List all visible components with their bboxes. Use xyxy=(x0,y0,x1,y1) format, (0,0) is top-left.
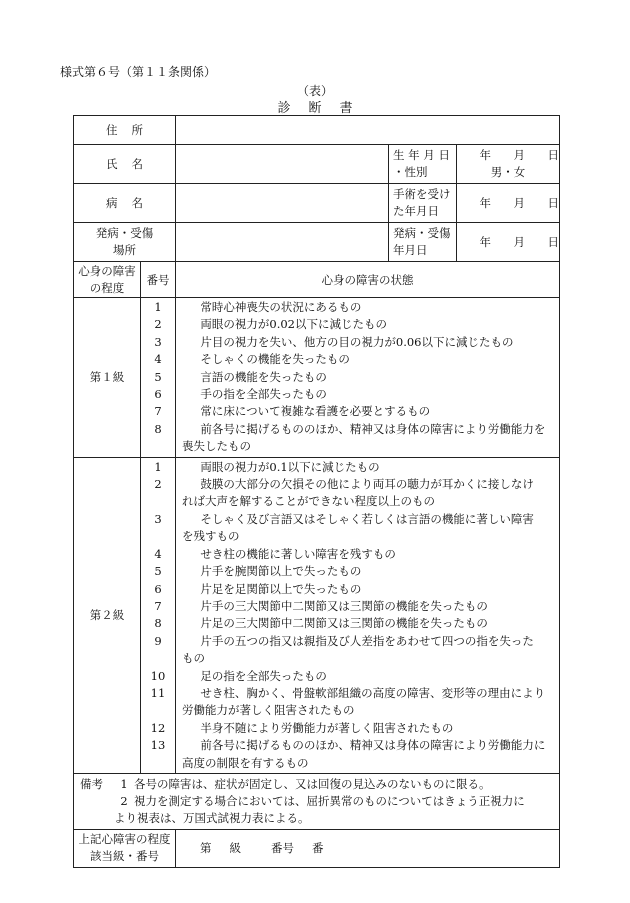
remarks-row xyxy=(74,773,560,829)
onset-year: 年 xyxy=(479,235,491,249)
item-text: せき柱の機能に著しい障害を残すもの xyxy=(200,546,396,561)
item-number: 8 xyxy=(154,421,162,436)
grade-2-numbers xyxy=(141,457,176,773)
item-text-continued: 労働能力が著しく阻害されたもの xyxy=(182,703,355,718)
item-number: 10 xyxy=(150,668,166,683)
item-number: 11 xyxy=(150,685,166,700)
surgery-label-line-1: 手術を受け xyxy=(393,187,451,201)
item-number: 3 xyxy=(154,334,162,349)
number-header: 番号 xyxy=(141,262,176,298)
item-number: 13 xyxy=(150,738,166,753)
onset-day: 日 xyxy=(547,235,559,249)
disability-header-row xyxy=(74,262,560,298)
address-field[interactable] xyxy=(176,116,560,145)
item-number: 5 xyxy=(154,369,162,384)
medical-certificate-table xyxy=(73,115,560,868)
onset-date-label-line-1: 発病・受傷 xyxy=(393,226,451,240)
dob-month: 月 xyxy=(513,148,525,162)
onset-place-label-line-1: 発病・受傷 xyxy=(95,226,154,240)
surgery-year: 年 xyxy=(479,196,491,210)
item-text: 常に床について複雑な看護を必要とするもの xyxy=(200,404,431,419)
degree-header-line-2: の程度 xyxy=(89,280,125,295)
address-row xyxy=(74,116,560,145)
disease-label: 病名 xyxy=(74,184,176,223)
remark-text: 視力を測定する場合においては、屈折異常のものについてはきょう正視力に xyxy=(134,793,525,808)
item-text: 片目の視力を失い、他方の目の視力が0.06以下に減じたもの xyxy=(200,334,514,349)
grade-suffix: 級 xyxy=(229,841,241,856)
remarks-heading: 備考 xyxy=(80,776,103,791)
item-number: 12 xyxy=(150,720,166,735)
onset-date-label xyxy=(389,223,457,262)
applicable-grade-label-line-1: 上記心障害の程度 xyxy=(78,832,171,847)
item-number: 6 xyxy=(154,581,162,596)
surgery-label-line-2: た年月日 xyxy=(393,204,439,218)
item-text-continued: れば大声を解することができない程度以上のもの xyxy=(182,494,435,509)
form-identifier: 様式第６号（第１１条関係） xyxy=(60,65,217,79)
onset-place-label xyxy=(74,223,176,262)
applicable-grade-label-line-2: 該当級・番号 xyxy=(90,849,159,864)
item-number: 2 xyxy=(154,317,162,332)
item-text-continued: 喪失したもの xyxy=(182,439,251,454)
dob-sex-label-line-1: 生 年 月 日 xyxy=(393,148,450,162)
item-text: 手の指を全部失ったもの xyxy=(200,387,327,402)
item-text: 片足を足関節以上で失ったもの xyxy=(200,581,362,596)
item-number: 5 xyxy=(154,564,162,579)
onset-row xyxy=(74,223,560,262)
dob-sex-label xyxy=(389,145,457,184)
dob-year: 年 xyxy=(479,148,491,162)
grade-1-descriptions xyxy=(176,298,560,458)
item-text: 片手の五つの指又は親指及び人差指をあわせて四つの指を失った xyxy=(200,633,534,648)
item-text: 言語の機能を失ったもの xyxy=(200,369,327,384)
item-number: 6 xyxy=(154,387,162,402)
onset-date-label-line-2: 年月日 xyxy=(393,243,428,257)
dob-sex-label-line-2: ・性別 xyxy=(393,165,428,179)
remark-number: 2 xyxy=(120,793,128,808)
side-label: （表） xyxy=(296,84,333,98)
applicable-grade-field[interactable] xyxy=(176,829,560,867)
item-text: 片手の三大関節中二関節又は三関節の機能を失ったもの xyxy=(200,598,488,613)
item-text-continued: を残すもの xyxy=(182,529,240,544)
number-prefix: 番号 xyxy=(271,841,294,856)
surgery-date-label xyxy=(389,184,457,223)
item-number: 4 xyxy=(154,546,162,561)
dob-day: 日 xyxy=(547,148,559,162)
item-text: 鼓膜の大部分の欠損その他により両耳の聴力が耳かくに接しなけ xyxy=(200,477,534,492)
item-number: 9 xyxy=(154,633,162,648)
item-number: 2 xyxy=(154,477,162,492)
item-text: 両眼の視力が0.02以下に減じたもの xyxy=(200,317,387,332)
item-text: 前各号に掲げるもののほか、精神又は身体の障害により労働能力を xyxy=(200,421,546,436)
item-number: 1 xyxy=(154,300,162,314)
grade-prefix: 第 xyxy=(200,841,212,856)
grade-1-row xyxy=(74,298,560,458)
surgery-date-field[interactable] xyxy=(457,184,560,223)
degree-header-line-1: 心身の障害 xyxy=(78,263,136,278)
sex-options: 男・女 xyxy=(490,165,526,179)
item-text-continued: もの xyxy=(182,651,205,666)
item-number: 7 xyxy=(154,598,162,613)
grade-2-label: 第２級 xyxy=(74,457,141,773)
surgery-day: 日 xyxy=(547,196,559,210)
number-suffix: 番 xyxy=(312,841,324,856)
remark-number: 1 xyxy=(120,776,128,791)
address-label: 住所 xyxy=(74,116,176,145)
grade-2-row xyxy=(74,457,560,773)
applicable-grade-label xyxy=(74,829,176,867)
surgery-month: 月 xyxy=(513,196,525,210)
item-text: 足の指を全部失ったもの xyxy=(200,668,327,683)
applicable-grade-row xyxy=(74,829,560,867)
disease-field[interactable] xyxy=(176,184,389,223)
state-header: 心身の障害の状態 xyxy=(176,262,560,298)
grade-2-descriptions xyxy=(176,457,560,773)
grade-1-numbers xyxy=(141,298,176,458)
grade-1-label: 第１級 xyxy=(74,298,141,458)
dob-sex-field[interactable] xyxy=(457,145,560,184)
item-text-continued: 高度の制限を有するもの xyxy=(182,755,309,770)
disease-row xyxy=(74,184,560,223)
item-text: せき柱、胸かく、骨盤軟部組織の高度の障害、変形等の理由により xyxy=(200,685,546,700)
item-number: 7 xyxy=(154,404,162,419)
item-text: 半身不随により労働能力が著しく阻害されたもの xyxy=(200,720,454,735)
onset-place-label-line-2: 場所 xyxy=(113,243,136,257)
item-number: 3 xyxy=(154,511,162,526)
onset-month: 月 xyxy=(513,235,525,249)
item-number: 1 xyxy=(154,459,162,474)
item-text: そしゃく及び言語又はそしゃく若しくは言語の機能に著しい障害 xyxy=(200,511,534,526)
onset-date-field[interactable] xyxy=(457,223,560,262)
name-label: 氏名 xyxy=(74,145,176,184)
item-number: 4 xyxy=(154,352,162,367)
onset-place-field[interactable] xyxy=(176,223,389,262)
remark-text-continued: より視表は、万国式試視力表による。 xyxy=(114,810,310,825)
item-number: 8 xyxy=(154,616,162,631)
degree-header xyxy=(74,262,141,298)
item-text: そしゃくの機能を失ったもの xyxy=(200,352,350,367)
item-text: 片足の三大関節中二関節又は三関節の機能を失ったもの xyxy=(200,616,488,631)
item-text: 前各号に掲げるもののほか、精神又は身体の障害により労働能力に xyxy=(200,738,546,753)
item-text: 片手を腕関節以上で失ったもの xyxy=(200,564,362,579)
name-field[interactable] xyxy=(176,145,389,184)
item-text: 常時心神喪失の状況にあるもの xyxy=(200,300,362,314)
item-text: 両眼の視力が0.1以下に減じたもの xyxy=(200,459,380,474)
remarks-cell xyxy=(74,773,560,829)
remark-text: 各号の障害は、症状が固定し、又は回復の見込みのないものに限る。 xyxy=(134,776,491,791)
document-title: 診断書 xyxy=(277,101,371,116)
name-row xyxy=(74,145,560,184)
